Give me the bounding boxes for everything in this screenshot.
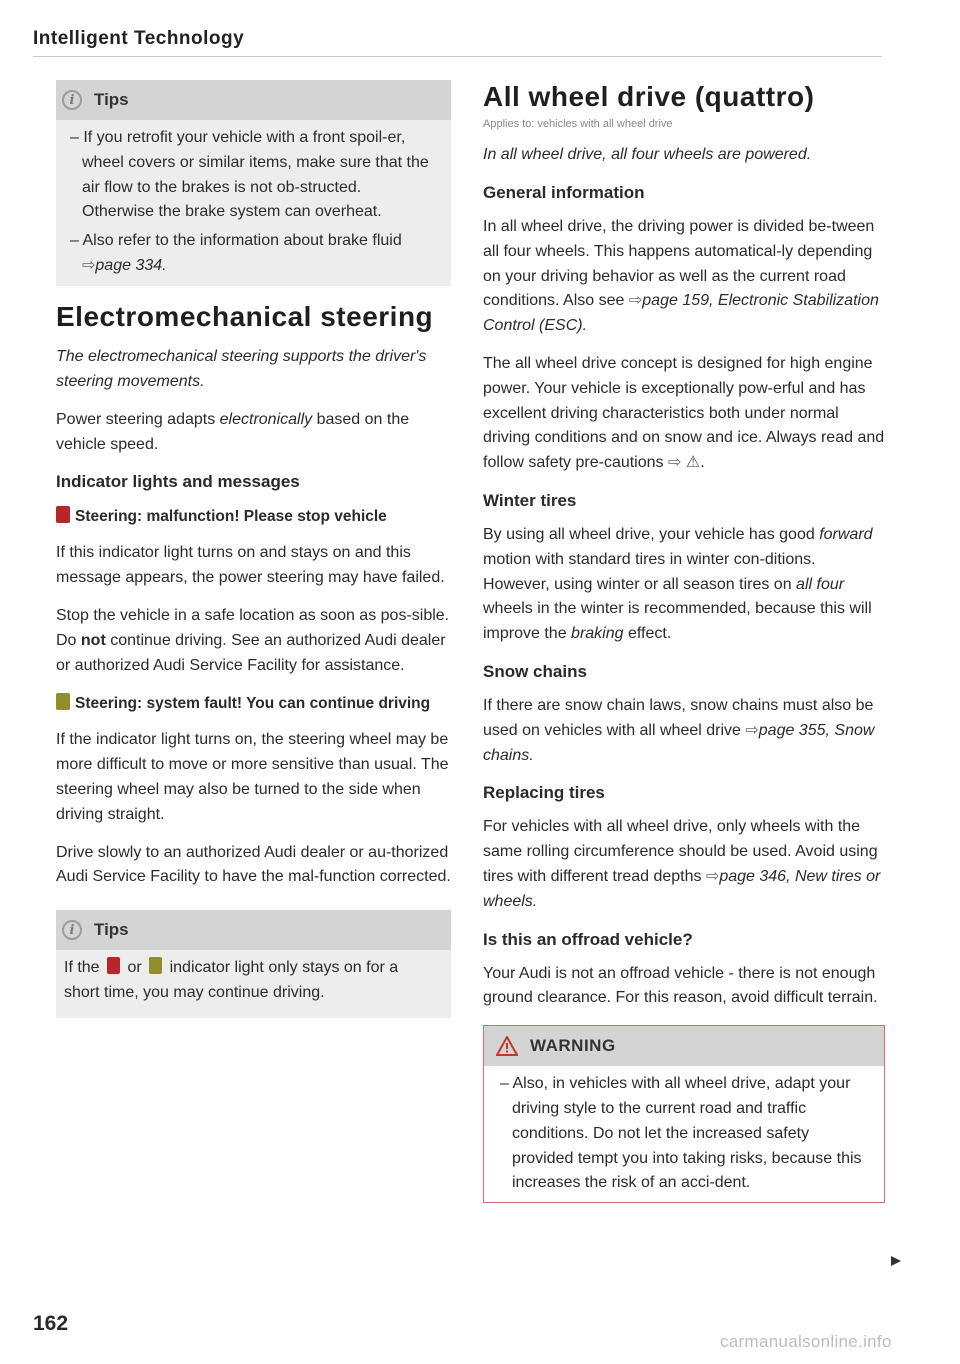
tips-header [56, 910, 451, 950]
tips-label: Tips [94, 920, 129, 940]
info-icon: i [62, 920, 82, 940]
chapter-header: Intelligent Technology [33, 28, 245, 49]
continue-arrow-icon [890, 1254, 902, 1272]
paragraph: If the indicator light turns on, the steering wheel may be more difficult to move or more sensitive than usual. The steering wheel may also be turned to the side when driving straight. [56, 731, 449, 823]
steering-warning-yellow-icon [149, 957, 162, 974]
paragraph: Power steering adapts electronically based on the vehicle speed. [56, 410, 410, 453]
right-column [483, 80, 885, 1203]
warning-header [484, 1026, 884, 1066]
warning-triangle-icon[interactable]: ⚠ [685, 454, 701, 472]
arrow-right-icon: ⇨ [667, 454, 682, 472]
tips-box-indicator [56, 910, 451, 1018]
tips-item: – If you retrofit your vehicle with a front spoil-er, wheel covers or similar items, make sure that the air flow to the brakes is not ob-structed. Otherwise the brake system can overheat. [70, 129, 429, 221]
paragraph: For vehicles with all wheel drive, only wheels with the same rolling circumference should be used. Avoid using tires with different tread depths ⇨page 346, New tires or wheels. [483, 818, 881, 910]
subheading: Is this an offroad vehicle? [483, 929, 693, 949]
warning-triangle-icon [496, 1036, 518, 1056]
paragraph: Your Audi is not an offroad vehicle - there is not enough ground clearance. For this reason, avoid difficult terrain. [483, 964, 878, 1007]
header-divider [33, 56, 882, 57]
section-lead: The electromechanical steering supports the driver's steering movements. [56, 347, 427, 390]
arrow-right-icon: ⇨ [82, 256, 96, 274]
page-ref-link[interactable]: page 355, Snow chains. [483, 721, 875, 764]
info-icon: i [62, 90, 82, 110]
arrow-right-icon: ⇨ [628, 292, 643, 310]
tips-box-retrofit [56, 80, 451, 286]
subheading: General information [483, 183, 645, 202]
warning-box [483, 1025, 885, 1203]
steering-warning-red-icon [107, 957, 120, 974]
page-ref-link[interactable]: page 159, Electronic Stabilization Control (ESC). [483, 292, 879, 335]
warning-text: – Also, in vehicles with all wheel drive, adapt your driving style to the current road and traffic conditions. Do not let the increased safety provided tempt you into taking risks, because this increases the risk of an acci-dent. [500, 1075, 862, 1192]
watermark: carmanualsonline.info [720, 1332, 892, 1351]
warning-label: WARNING [530, 1036, 616, 1056]
section-title: Electromechanical steering [56, 300, 434, 332]
applies-to-note: Applies to: vehicles with all wheel drive [483, 118, 673, 130]
message-steering-malfunction: Steering: malfunction! Please stop vehicle [56, 504, 451, 529]
paragraph: Stop the vehicle in a safe location as soon as pos-sible. Do not continue driving. See an authorized Audi dealer or authorized Audi Service Facility for assistance. [56, 606, 450, 674]
section-lead: In all wheel drive, all four wheels are powered. [483, 146, 812, 163]
steering-warning-yellow-icon [56, 693, 70, 710]
paragraph: If this indicator light turns on and stays on and this message appears, the power steering may have failed. [56, 544, 445, 587]
page-number: 162 [33, 1312, 69, 1335]
subheading: Snow chains [483, 661, 587, 681]
tips-text: If the or indicator light only stays on for a short time, you may continue driving. [64, 959, 399, 1001]
paragraph: Drive slowly to an authorized Audi dealer or au-thorized Audi Service Facility to have the mal-function corrected. [56, 843, 451, 886]
tips-header [56, 80, 451, 120]
section-title: All wheel drive (quattro) [483, 81, 815, 112]
paragraph: In all wheel drive, the driving power is divided be-tween all four wheels. This happens automatical-ly depending on your driving behavior as well as the current road conditions. Also see ⇨page 159, Electronic Stabilization Control (ESC). [483, 218, 879, 335]
subheading: Winter tires [483, 490, 577, 510]
message-steering-fault: Steering: system fault! You can continue driving [56, 691, 451, 716]
tips-item: – Also refer to the information about brake fluid ⇨page 334. [70, 232, 402, 274]
paragraph: By using all wheel drive, your vehicle has good forward motion with standard tires in winter con-ditions. However, using winter or all season tires on all four wheels in the winter is recommended, because this will improve the braking effect. [483, 525, 873, 643]
subheading: Replacing tires [483, 783, 605, 803]
steering-warning-red-icon [56, 506, 70, 523]
subheading: Indicator lights and messages [56, 472, 300, 492]
arrow-right-icon: ⇨ [705, 867, 720, 885]
paragraph: The all wheel drive concept is designed for high engine power. Your vehicle is exceptionally pow-erful and has excellent driving characteristics both under normal driving conditions and on snow and ice. Always read and follow safety pre-cautions ⇨ ⚠. [483, 354, 885, 472]
page-ref-link[interactable]: page 346, New tires or wheels. [483, 867, 881, 910]
paragraph: If there are snow chain laws, snow chains must also be used on vehicles with all wheel drive ⇨page 355, Snow chains. [483, 696, 875, 764]
arrow-right-icon: ⇨ [745, 721, 759, 739]
left-column [56, 80, 451, 1032]
page-ref-link[interactable]: page 334. [95, 256, 167, 274]
tips-label: Tips [94, 90, 129, 109]
